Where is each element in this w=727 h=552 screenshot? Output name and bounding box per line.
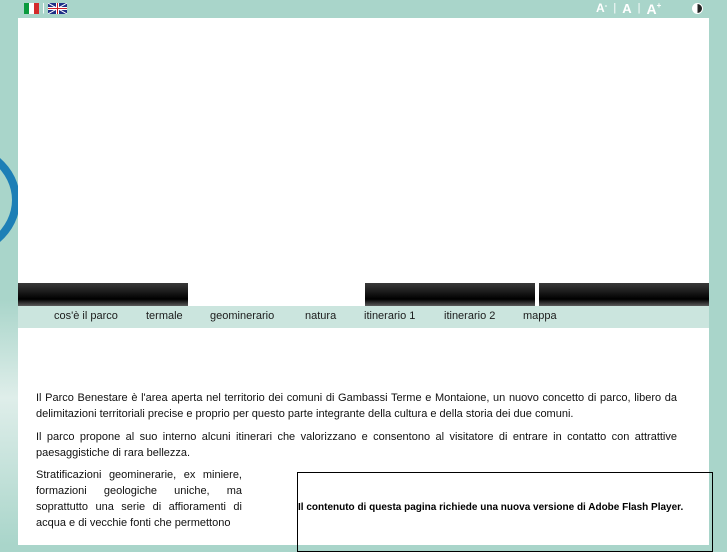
nav-item-itinerario-2[interactable]: itinerario 2 — [444, 310, 496, 322]
flag-separator: | — [42, 2, 45, 14]
uk-flag-icon[interactable] — [48, 3, 67, 14]
header-bar-right — [539, 283, 709, 306]
header-bar-left — [18, 283, 188, 306]
background-fade-decoration — [0, 300, 18, 545]
nav-item-cos-e-il-parco[interactable]: cos'è il parco — [54, 310, 118, 322]
main-content — [36, 390, 684, 529]
flash-notice: Il contenuto di questa pagina richiede una nuova versione di Adobe Flash Player. — [298, 502, 684, 513]
font-size-controls — [596, 1, 661, 17]
intro-paragraph: Il Parco Benestare è l'area aperta nel territorio dei comuni di Gambassi Terme e Montaione, un nuovo concetto di parco, libero da delimitazioni territoriali precise e proprio per questo parte integrante della cultura e della storia dei due comuni. — [36, 392, 677, 420]
header-bar-middle — [365, 283, 535, 306]
geominerario-paragraph: Stratificazioni geominerarie, ex miniere, formazioni geologiche uniche, ma soprattutto una serie di affioramenti di acqua e di vecchie fonti che permettono — [36, 469, 242, 529]
main-navigation — [18, 306, 709, 328]
font-normal-button[interactable]: A — [622, 1, 632, 16]
left-column — [36, 467, 242, 531]
font-decrease-button[interactable]: A- — [596, 1, 608, 15]
nav-item-termale[interactable]: termale — [146, 310, 183, 322]
itinerari-paragraph: Il parco propone al suo interno alcuni itinerari che valorizzano e consentono al visitatore di entrare in contatto con attrattive paesaggistiche di rara bellezza. — [36, 431, 677, 459]
font-separator: | — [637, 2, 641, 14]
nav-item-itinerario-1[interactable]: itinerario 1 — [364, 310, 416, 322]
flash-player-box[interactable] — [297, 472, 713, 552]
nav-item-mappa[interactable]: mappa — [523, 310, 557, 322]
italian-flag-icon[interactable] — [24, 3, 39, 14]
nav-item-geominerario[interactable]: geominerario — [210, 310, 275, 322]
top-bar — [0, 0, 727, 18]
font-increase-button[interactable]: A+ — [646, 1, 662, 17]
header-banner — [18, 18, 709, 283]
nav-item-natura[interactable]: natura — [305, 310, 337, 322]
font-separator: | — [613, 2, 617, 14]
background-circle-decoration — [0, 140, 20, 260]
contrast-icon[interactable] — [692, 3, 703, 14]
